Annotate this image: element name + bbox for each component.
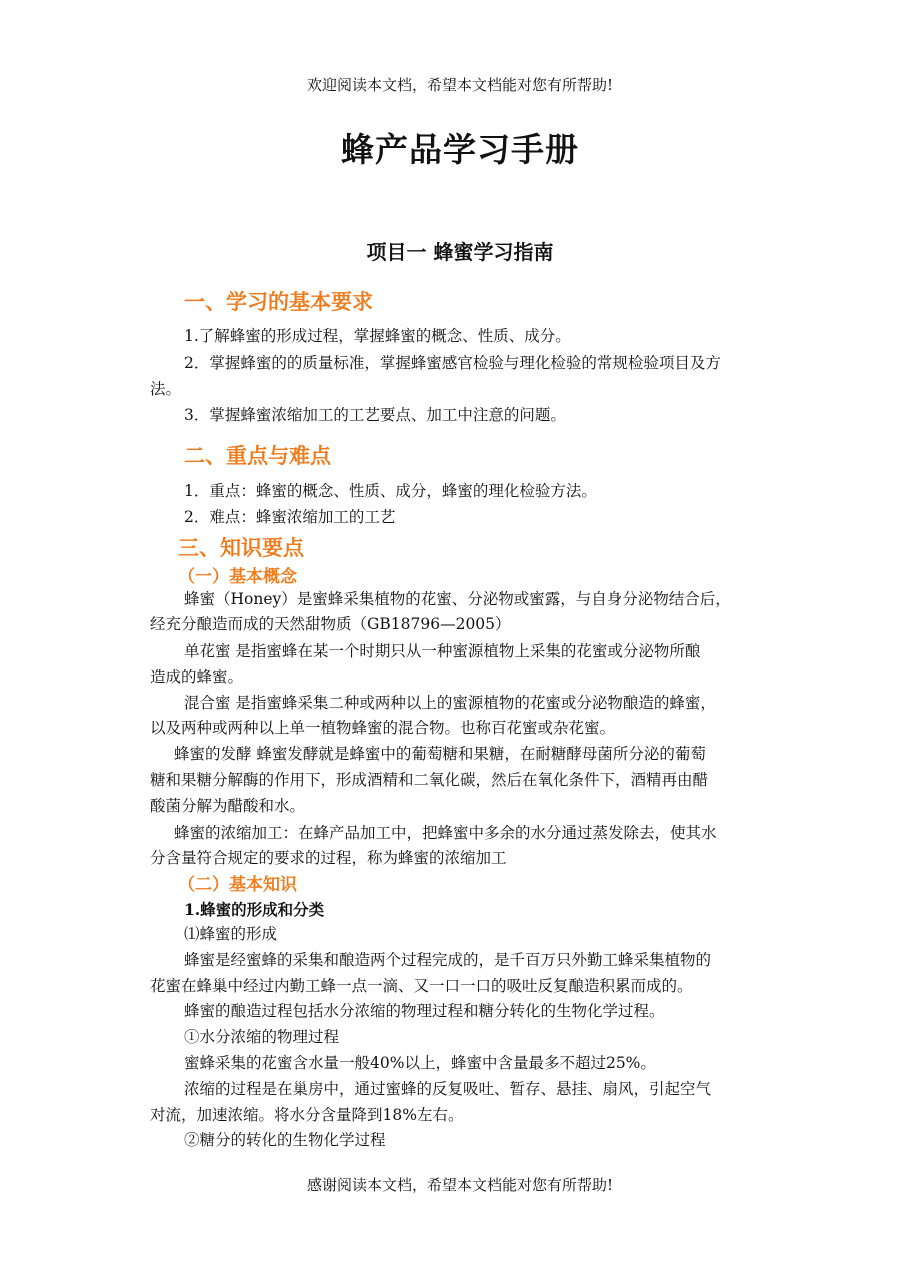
paragraph-line: 蜂蜜的酿造过程包括水分浓缩的物理过程和糖分转化的生物化学过程。: [184, 1002, 665, 1020]
topic-title: 1.蜂蜜的形成和分类: [184, 900, 325, 919]
paragraph-line: 蜂蜜的浓缩加工：在蜂产品加工中，把蜂蜜中多余的水分通过蒸发除去，使其水: [174, 824, 717, 842]
list-item: 2．掌握蜂蜜的的质量标准，掌握蜂蜜感官检验与理化检验的常规检验项目及方: [184, 354, 721, 372]
paragraph-line: 混合蜜 是指蜜蜂采集二种或两种以上的蜜源植物的花蜜或分泌物酿造的蜂蜜，: [184, 694, 716, 712]
paragraph-line: 蜂蜜的发酵 蜂蜜发酵就是蜂蜜中的葡萄糖和果糖，在耐糖酵母菌所分泌的葡萄: [174, 745, 706, 763]
paragraph-line: ②糖分的转化的生物化学过程: [184, 1131, 386, 1149]
paragraph-line: 经充分酿造而成的天然甜物质（GB18796—2005）: [150, 615, 511, 633]
list-item: 1．重点：蜂蜜的概念、性质、成分，蜂蜜的理化检验方法。: [184, 482, 597, 500]
list-item: 2．难点：蜂蜜浓缩加工的工艺: [184, 508, 396, 526]
paragraph-line: 对流，加速浓缩。将水分含量降到18%左右。: [150, 1106, 464, 1124]
paragraph-line: 酸菌分解为醋酸和水。: [150, 797, 306, 815]
document-title: 蜂产品学习手册: [341, 130, 579, 169]
page-header: 欢迎阅读本文档，希望本文档能对您有所帮助!: [306, 76, 614, 94]
list-item: 1.了解蜂蜜的形成过程，掌握蜂蜜的概念、性质、成分。: [184, 327, 571, 345]
list-item-continuation: 法。: [150, 380, 182, 398]
paragraph-line: 蜂蜜（Honey）是蜜蜂采集植物的花蜜、分泌物或蜜露，与自身分泌物结合后，: [184, 590, 731, 608]
paragraph-line: ⑴蜂蜜的形成: [184, 925, 278, 943]
paragraph-line: 蜂蜜是经蜜蜂的采集和酿造两个过程完成的，是千百万只外勤工蜂采集植物的: [184, 951, 712, 969]
paragraph-line: 花蜜在蜂巢中经过内勤工蜂一点一滴、又一口一口的吸吐反复酿造积累而成的。: [150, 977, 693, 995]
paragraph-line: 造成的蜂蜜。: [150, 668, 244, 686]
subsection-heading-concepts: （一）基本概念: [178, 567, 297, 587]
page-footer: 感谢阅读本文档，希望本文档能对您有所帮助!: [306, 1176, 614, 1194]
paragraph-line: 以及两种或两种以上单一植物蜂蜜的混合物。也称百花蜜或杂花蜜。: [150, 719, 616, 737]
section-heading-requirements: 一、学习的基本要求: [184, 289, 373, 314]
paragraph-line: ①水分浓缩的物理过程: [184, 1028, 340, 1046]
list-item: 3．掌握蜂蜜浓缩加工的工艺要点、加工中注意的问题。: [184, 406, 566, 424]
project-title: 项目一 蜂蜜学习指南: [366, 240, 554, 264]
subsection-heading-knowledge: （二）基本知识: [178, 875, 297, 895]
section-heading-knowledge: 三、知识要点: [178, 535, 304, 560]
paragraph-line: 单花蜜 是指蜜蜂在某一个时期只从一种蜜源植物上采集的花蜜或分泌物所酿: [184, 642, 701, 660]
paragraph-line: 分含量符合规定的要求的过程，称为蜂蜜的浓缩加工: [150, 849, 507, 867]
paragraph-line: 糖和果糖分解酶的作用下，形成酒精和二氧化碳，然后在氧化条件下，酒精再由醋: [150, 771, 709, 789]
paragraph-line: 蜜蜂采集的花蜜含水量一般40%以上，蜂蜜中含量最多不超过25%。: [184, 1054, 656, 1072]
paragraph-line: 浓缩的过程是在巢房中，通过蜜蜂的反复吸吐、暂存、悬挂、扇风，引起空气: [184, 1080, 712, 1098]
section-heading-key-points: 二、重点与难点: [184, 443, 331, 468]
